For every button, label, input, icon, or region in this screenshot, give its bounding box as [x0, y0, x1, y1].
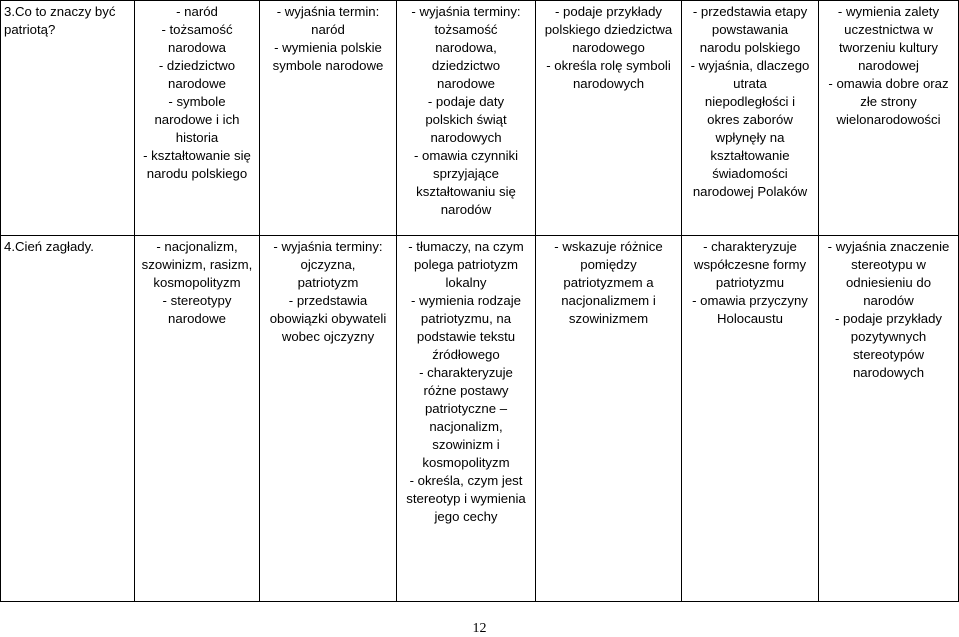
content-cell: - nacjonalizm, szowinizm, rasizm, kosmopolityzm - stereotypy narodowe: [135, 236, 260, 602]
requirements-cell: - wskazuje różnice pomiędzy patriotyzmem a nacjonalizmem i szowinizmem: [536, 236, 682, 602]
requirements-cell: - wyjaśnia terminy: tożsamość narodowa, dziedzictwo narodowe - podaje daty polskich świąt narodowych - omawia czynniki sprzyjające kształtowaniu się narodów: [397, 1, 536, 236]
requirements-cell: - podaje przykłady polskiego dziedzictwa narodowego - określa rolę symboli narodowych: [536, 1, 682, 236]
requirements-cell: - wymienia zalety uczestnictwa w tworzeniu kultury narodowej - omawia dobre oraz złe strony wielonarodowości: [819, 1, 959, 236]
requirements-cell: - tłumaczy, na czym polega patriotyzm lokalny - wymienia rodzaje patriotyzmu, na podstawie tekstu źródłowego - charakteryzuje różne postawy patriotyczne – nacjonalizm, szowinizm i kosmopolityzm - określa, czym jest stereotyp i wymienia jego cechy: [397, 236, 536, 602]
requirements-cell: - wyjaśnia terminy: ojczyzna, patriotyzm - przedstawia obowiązki obywateli wobec ojczyzny: [260, 236, 397, 602]
content-cell: - naród - tożsamość narodowa - dziedzictwo narodowe - symbole narodowe i ich historia - kształtowanie się narodu polskiego: [135, 1, 260, 236]
page-number: 12: [472, 621, 487, 636]
table-row: [1, 1, 959, 236]
requirements-cell: - przedstawia etapy powstawania narodu polskiego - wyjaśnia, dlaczego utrata niepodległości i okres zaborów wpłynęły na kształtowanie świadomości narodowej Polaków: [682, 1, 819, 236]
requirements-cell: - wyjaśnia termin: naród - wymienia polskie symbole narodowe: [260, 1, 397, 236]
topic-cell: 3.Co to znaczy być patriotą?: [1, 1, 135, 236]
topic-cell: 4.Cień zagłady.: [1, 236, 135, 602]
requirements-cell: - charakteryzuje współczesne formy patriotyzmu - omawia przyczyny Holocaustu: [682, 236, 819, 602]
table-row: [1, 236, 959, 602]
requirements-cell: - wyjaśnia znaczenie stereotypu w odniesieniu do narodów - podaje przykłady pozytywnych stereotypów narodowych: [819, 236, 959, 602]
